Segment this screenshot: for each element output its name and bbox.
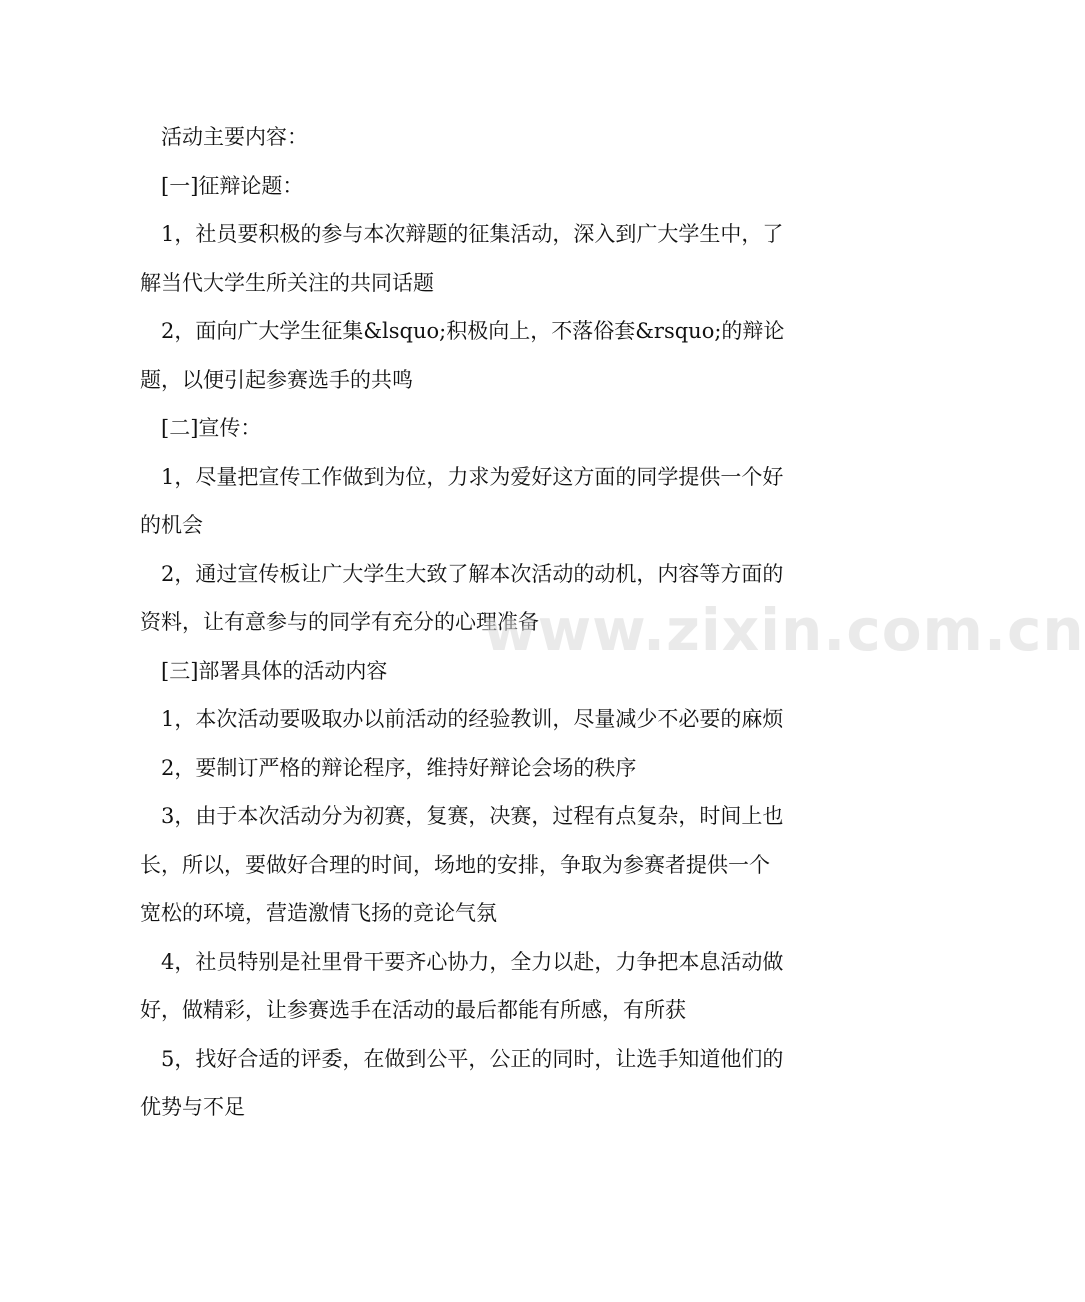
section-1-item-2: 2，面向广大学生征集&lsquo;积极向上，不落俗套&rsquo;的辩论题，以便引起参赛选手的共鸣: [140, 319, 785, 392]
document-body: [140, 113, 790, 1132]
section-2-item-2: 2，通过宣传板让广大学生大致了解本次活动的动机，内容等方面的资料，让有意参与的同学有充分的心理准备: [140, 561, 784, 634]
watermark-text: www.zixin.com.cn: [483, 596, 1085, 664]
section-3-item-1: 1，本次活动要吸取办以前活动的经验教训，尽量减少不必要的麻烦: [161, 707, 784, 731]
section-3-item-5: 5，找好合适的评委，在做到公平，公正的同时，让选手知道他们的优势与不足: [140, 1046, 784, 1119]
section-3-item-3: 3，由于本次活动分为初赛，复赛，决赛，过程有点复杂，时间上也长，所以，要做好合理的时间，场地的安排，争取为参赛者提供一个宽松的环境，营造激情飞扬的竞论气氛: [140, 804, 784, 925]
section-2-item-1: 1，尽量把宣传工作做到为位，力求为爱好这方面的同学提供一个好的机会: [140, 464, 784, 537]
section-1-item-1: 1，社员要积极的参与本次辩题的征集活动，深入到广大学生中，了解当代大学生所关注的共同话题: [140, 222, 784, 295]
section-1-heading: [一]征辩论题：: [161, 173, 304, 198]
section-3-item-2: 2，要制订严格的辩论程序，维持好辩论会场的秩序: [161, 755, 637, 780]
section-3-item-4: 4，社员特别是社里骨干要齐心协力，全力以赴，力争把本息活动做好，做精彩，让参赛选手在活动的最后都能有所感，有所获: [140, 949, 784, 1022]
section-intro-title: 活动主要内容：: [161, 125, 308, 149]
section-2-heading: [二]宣传：: [161, 416, 262, 440]
section-3-heading: [三]部署具体的活动内容: [161, 658, 388, 683]
